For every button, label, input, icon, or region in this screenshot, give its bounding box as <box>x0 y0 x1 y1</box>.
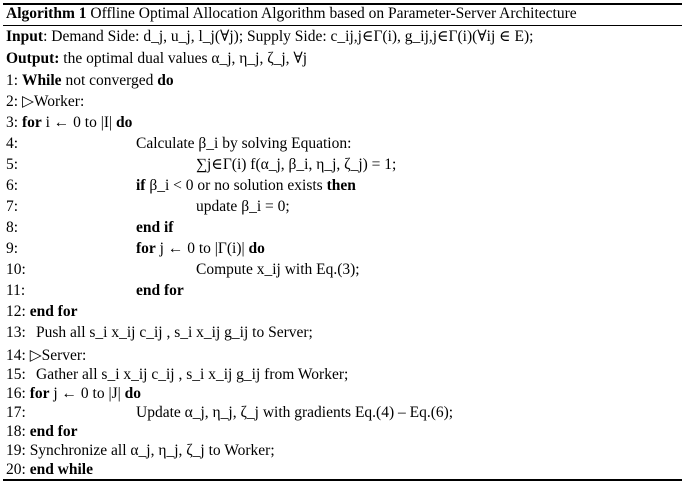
keyword: do <box>248 240 265 257</box>
keyword: do <box>115 114 133 131</box>
algorithm-line <box>6 323 313 343</box>
line-content <box>36 323 313 343</box>
bottom-rule <box>3 479 682 481</box>
keyword: end if <box>136 219 174 236</box>
line-content <box>30 423 78 440</box>
line-number: 16: <box>6 385 30 402</box>
algorithm-line <box>6 384 141 404</box>
algorithm-line <box>6 403 454 423</box>
statement-text: ▷Worker: <box>21 93 85 110</box>
algorithm-line <box>6 302 77 322</box>
output-text: the optimal dual values α_j, η_j, ζ_j, ∀j <box>59 50 308 67</box>
line-number: 11: <box>6 282 26 299</box>
line-content <box>196 260 360 280</box>
statement-text: Compute x_ij with Eq.(3); <box>196 261 360 278</box>
keyword: end for <box>136 282 184 299</box>
statement-text: ▷Server: <box>29 347 87 364</box>
line-content <box>30 347 87 364</box>
line-content <box>30 303 78 320</box>
algorithm-line <box>6 239 265 259</box>
algorithm-line <box>6 218 174 238</box>
statement-text: update β_i = 0; <box>196 198 290 215</box>
algorithm-line <box>6 71 174 91</box>
keyword: end for <box>29 423 78 440</box>
algorithm-line <box>6 134 352 154</box>
line-content <box>136 176 356 196</box>
line-number: 8: <box>6 219 19 236</box>
line-number: 18: <box>6 423 30 440</box>
statement-text: j ← 0 to |Γ(i)| <box>155 240 249 257</box>
line-number: 12: <box>6 303 30 320</box>
algorithm-line <box>6 441 275 461</box>
line-content <box>136 403 453 423</box>
algorithm-line <box>6 346 86 366</box>
input-text: : Demand Side: d_j, u_j, l_j(∀j); Supply Side: c_ij,j∈Γ(i), g_ij,j∈Γ(i)(∀ij ∈ E); <box>43 28 534 45</box>
line-content <box>136 281 184 301</box>
statement-text: Synchronize all α_j, η_j, ζ_j to Worker; <box>29 442 275 459</box>
output-line <box>6 49 307 69</box>
algorithm-line <box>6 460 93 480</box>
output-keyword: Output: <box>6 50 60 67</box>
algorithm-line <box>6 365 349 385</box>
keyword: for <box>136 240 156 257</box>
statement-text: Calculate β_i by solving Equation: <box>136 135 352 152</box>
line-number: 3: <box>6 114 22 131</box>
line-content <box>196 197 290 217</box>
line-number: 15: <box>6 366 26 383</box>
line-number: 10: <box>6 261 26 278</box>
caption-rule <box>3 25 682 26</box>
keyword: for <box>29 385 50 402</box>
line-content <box>136 134 351 154</box>
line-number: 17: <box>6 404 26 421</box>
line-content <box>30 442 275 459</box>
keyword: if <box>136 177 146 194</box>
keyword: end while <box>29 461 93 478</box>
line-number: 4: <box>6 135 19 152</box>
line-number: 13: <box>6 324 26 341</box>
input-keyword: Input <box>6 28 44 45</box>
algorithm-line <box>6 176 356 196</box>
keyword: end for <box>29 303 78 320</box>
statement-text: Push all s_i x_ij c_ij , s_i x_ij g_ij to Server; <box>36 324 313 341</box>
input-line <box>6 27 533 47</box>
line-number: 6: <box>6 177 19 194</box>
algorithm-box <box>3 3 682 481</box>
line-number: 19: <box>6 442 30 459</box>
line-content <box>136 239 265 259</box>
keyword: do <box>157 72 174 89</box>
line-content <box>22 114 132 131</box>
line-content <box>30 385 141 402</box>
algorithm-line <box>6 113 132 133</box>
line-number: 14: <box>6 347 30 364</box>
line-content <box>22 72 174 89</box>
line-content <box>22 93 84 110</box>
algorithm-line <box>6 422 77 442</box>
statement-text: β_i < 0 or no solution exists <box>145 177 327 194</box>
line-content <box>136 218 173 238</box>
algorithm-line <box>6 281 184 301</box>
line-content <box>36 365 348 385</box>
keyword: do <box>124 385 141 402</box>
algorithm-title: Offline Optimal Allocation Algorithm based on Parameter-Server Architecture <box>90 5 577 22</box>
line-number: 2: <box>6 93 22 110</box>
line-number: 20: <box>6 461 30 478</box>
algorithm-line <box>6 155 397 175</box>
statement-text: Update α_j, η_j, ζ_j with gradients Eq.(4) – Eq.(6); <box>136 404 454 421</box>
line-content <box>196 155 396 175</box>
line-content <box>30 461 93 478</box>
line-number: 5: <box>6 156 19 173</box>
statement-text: ∑j∈Γ(i) f(α_j, β_i, η_j, ζ_j) = 1; <box>196 156 397 173</box>
algorithm-label: Algorithm 1 <box>6 5 87 22</box>
statement-text: i ← 0 to |I| <box>41 114 116 131</box>
algorithm-line <box>6 92 84 112</box>
line-number: 7: <box>6 198 19 215</box>
keyword: While <box>21 72 62 89</box>
keyword: then <box>326 177 356 194</box>
statement-text: not converged <box>61 72 158 89</box>
line-number: 1: <box>6 72 22 89</box>
line-number: 9: <box>6 240 19 257</box>
algorithm-line <box>6 260 360 280</box>
statement-text: j ← 0 to |J| <box>49 385 125 402</box>
algorithm-line <box>6 197 290 217</box>
statement-text: Gather all s_i x_ij c_ij , s_i x_ij g_ij from Worker; <box>36 366 349 383</box>
algorithm-caption <box>6 4 577 24</box>
keyword: for <box>21 114 42 131</box>
